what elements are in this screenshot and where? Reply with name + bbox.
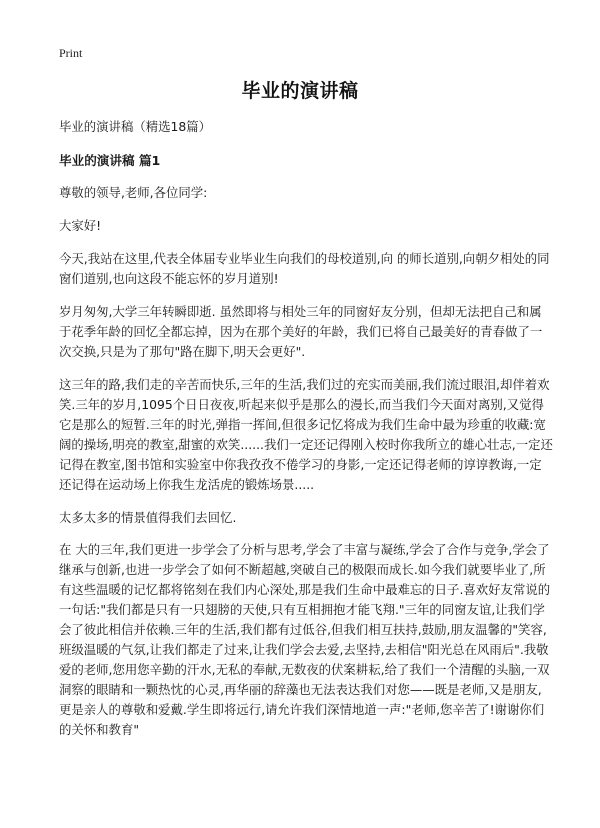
body-paragraph: 在 大的三年,我们更进一步学会了分析与思考,学会了丰富与凝练,学会了合作与竞争,学会了继承与创新,也进一步学会了如何不断超越,突破自己的极限而成长.如今我们就要毕业了,所有这些温暖的记忆都将铭刻在我们内心深处,那是我们生命中最难忘的日子.喜欢好友常说的一句话:"我们都是只有一只翅膀的天使,只有互相拥抱才能飞翔."三年的同窗友谊,让我们学会了彼此相信并依赖.三年的生活,我们都有过低谷,但我们相互扶持,鼓励,朋友温馨的"笑容,班级温暖的气氛,让我们都走了过来,让我们学会去爱,去坚持,去相信"阳光总在风雨后".我敬爱的老师,您用您辛勤的汗水,无私的奉献,无数夜的伏案耕耘,给了我们一个清醒的头脑,一双洞察的眼睛和一颗热忱的心灵,再华丽的辞藻也无法表达我们对您——既是老师,又是朋友,更是亲人的尊敬和爱戴.学生即将远行,请允许我们深情地道一声:"老师,您辛苦了!谢谢你们的关怀和教育" bbox=[59, 542, 551, 737]
greeting-paragraph: 大家好! bbox=[59, 218, 102, 233]
print-label: Print bbox=[59, 46, 83, 60]
body-paragraph: 岁月匆匆,大学三年转瞬即逝. 虽然即将与相处三年的同窗好友分别，但却无法把自己和属于花季年龄的回忆全都忘掉，因为在那个美好的年龄，我们已将自己最美好的青春做了一次交换,只是为了那句"路在脚下,明天会更好". bbox=[59, 304, 543, 359]
salutation-paragraph: 尊敬的领导,老师,各位同学: bbox=[59, 185, 208, 200]
body-paragraph: 今天,我站在这里,代表全体届专业毕业生向我们的母校道别,向 的师长道别,向朝夕相处的同窗们道别,也向这段不能忘怀的岁月道别! bbox=[59, 251, 550, 286]
document-subtitle: 毕业的演讲稿（精选18篇） bbox=[59, 119, 212, 134]
body-paragraph: 太多太多的情景值得我们去回忆. bbox=[59, 510, 237, 525]
section-heading: 毕业的演讲稿 篇1 bbox=[59, 153, 161, 168]
document-body bbox=[59, 117, 554, 753]
document-title: 毕业的演讲稿 bbox=[241, 80, 359, 102]
body-paragraph: 这三年的路,我们走的辛苦而快乐,三年的生活,我们过的充实而美丽,我们流过眼泪,却伴着欢笑.三年的岁月,1095个日日夜夜,听起来似乎是那么的漫长,而当我们今天面对离别,又觉得它是那么的短暂.三年的时光,弹指一挥间,但很多记忆将成为我们生命中最为珍重的收藏:宽阔的操场,明亮的教室,甜蜜的欢笑......我们一定还记得刚入校时你我所立的雄心壮志,一定还记得在教室,图书馆和实验室中你我孜孜不倦学习的身影,一定还记得老师的谆谆教诲,一定还记得在运动场上你我生龙活虎的锻炼场景..... bbox=[59, 377, 553, 492]
